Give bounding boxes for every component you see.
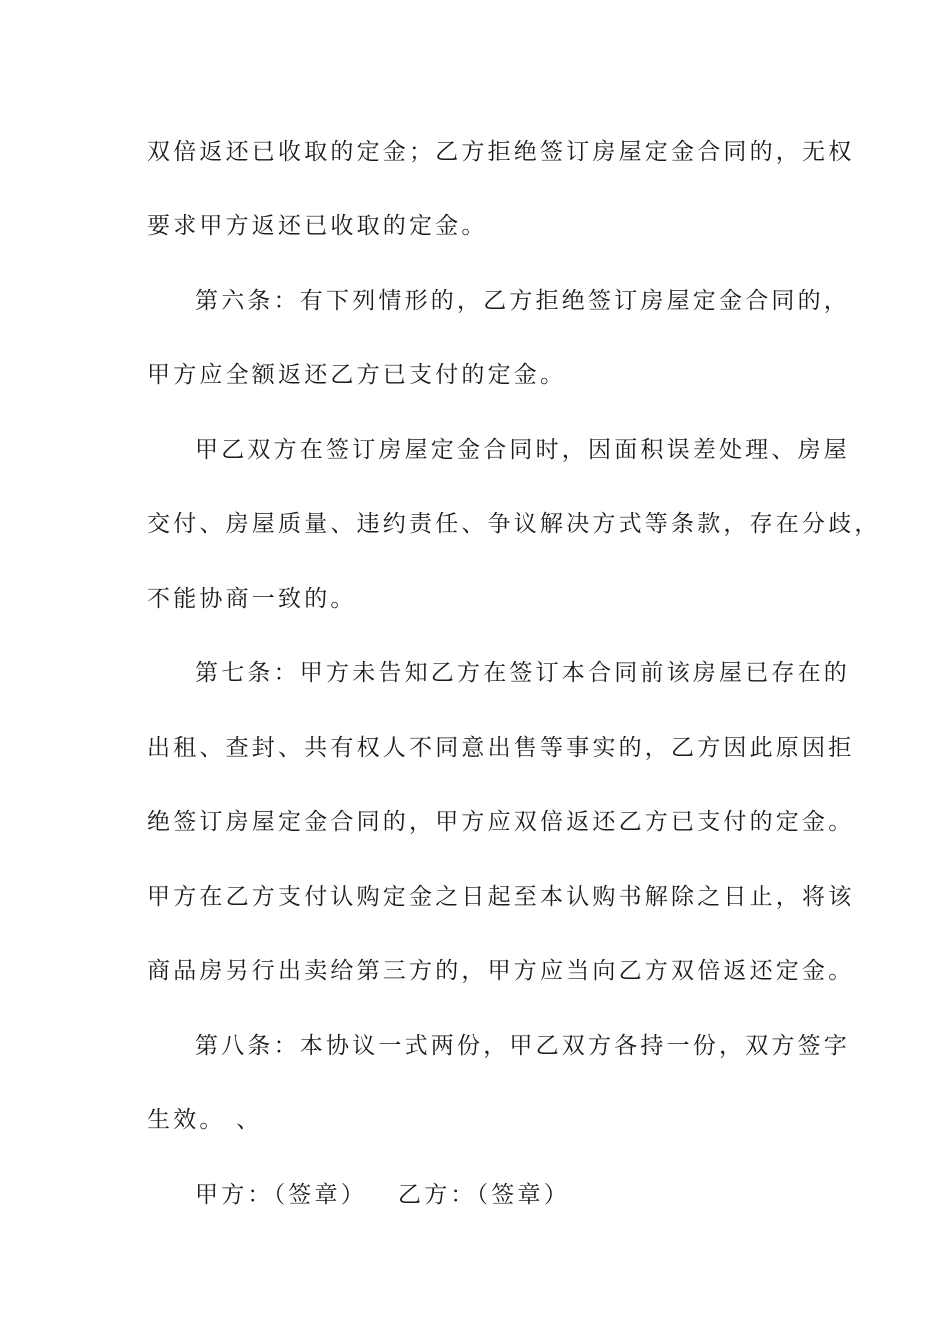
signature-party-b: 乙方：（签章） bbox=[398, 1182, 570, 1208]
paragraph-line: 生效。 、 bbox=[147, 1107, 263, 1133]
paragraph-line: 甲乙双方在签订房屋定金合同时，因面积误差处理、房屋 bbox=[195, 437, 850, 463]
article-7-heading-line: 第七条：甲方未告知乙方在签订本合同前该房屋已存在的 bbox=[195, 660, 850, 686]
paragraph-line: 双倍返还已收取的定金；乙方拒绝签订房屋定金合同的，无权 bbox=[147, 139, 855, 165]
signature-party-a: 甲方：（签章） bbox=[195, 1182, 367, 1208]
paragraph-line: 甲方应全额返还乙方已支付的定金。 bbox=[147, 362, 567, 388]
paragraph-line: 出租、查封、共有权人不同意出售等事实的，乙方因此原因拒 bbox=[147, 735, 855, 761]
paragraph-line: 不能协商一致的。 bbox=[147, 586, 357, 612]
paragraph-line: 甲方在乙方支付认购定金之日起至本认购书解除之日止，将该 bbox=[147, 884, 855, 910]
paragraph-line: 交付、房屋质量、违约责任、争议解决方式等条款，存在分歧， bbox=[147, 511, 881, 537]
paragraph-line: 要求甲方返还已收取的定金。 bbox=[147, 213, 488, 239]
paragraph-line: 绝签订房屋定金合同的，甲方应双倍返还乙方已支付的定金。 bbox=[147, 809, 855, 835]
paragraph-line: 商品房另行出卖给第三方的，甲方应当向乙方双倍返还定金。 bbox=[147, 958, 855, 984]
article-6-heading-line: 第六条：有下列情形的，乙方拒绝签订房屋定金合同的， bbox=[195, 288, 850, 314]
article-8-heading-line: 第八条：本协议一式两份，甲乙双方各持一份，双方签字 bbox=[195, 1033, 850, 1059]
